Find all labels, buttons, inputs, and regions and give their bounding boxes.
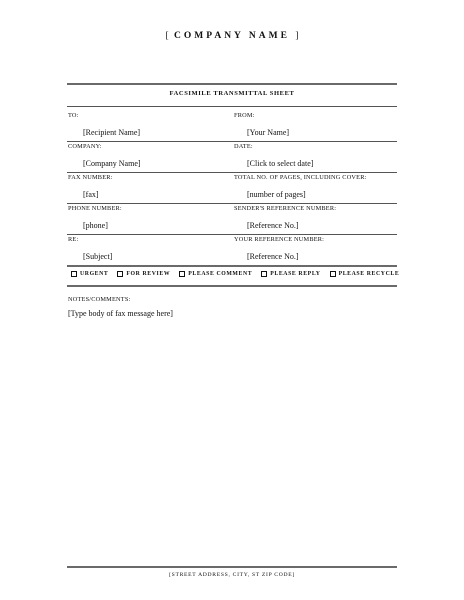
please-recycle-label: PLEASE RECYCLE (338, 271, 400, 277)
company-name-field[interactable]: [Company Name] (83, 159, 141, 168)
re-label: RE: (68, 236, 79, 243)
for-review-checkbox[interactable] (117, 271, 170, 277)
date-label: DATE: (234, 143, 253, 150)
sender-reference-field[interactable]: [Reference No.] (247, 221, 299, 230)
please-recycle-checkbox[interactable] (330, 271, 400, 277)
company-name-header (0, 31, 464, 41)
footer-rule (67, 566, 397, 568)
for-review-label: FOR REVIEW (126, 271, 171, 277)
company-name[interactable]: COMPANY NAME (174, 31, 290, 41)
bracket-close: ] (295, 31, 299, 41)
checkbox-bottom-rule (67, 285, 397, 287)
please-comment-checkbox[interactable] (179, 271, 252, 277)
subject-field[interactable]: [Subject] (83, 252, 113, 261)
row-divider-1 (67, 141, 397, 142)
street-address[interactable]: [STREET ADDRESS, CITY, ST ZIP CODE] (169, 572, 295, 578)
total-pages-field[interactable]: [number of pages] (247, 190, 306, 199)
from-label: FROM: (234, 112, 255, 119)
recipient-name-field[interactable]: [Recipient Name] (83, 128, 141, 137)
title-top-rule (67, 83, 397, 85)
row-divider-3 (67, 203, 397, 204)
your-reference-label: YOUR REFERENCE NUMBER: (234, 236, 325, 243)
phone-number-label: PHONE NUMBER: (68, 205, 122, 212)
total-pages-label: TOTAL NO. OF PAGES, INCLUDING COVER: (234, 174, 367, 181)
sheet-title: FACSIMILE TRANSMITTAL SHEET (169, 90, 295, 97)
checkbox-square-icon (117, 271, 123, 277)
date-field[interactable]: [Click to select date] (247, 159, 314, 168)
fax-number-field[interactable]: [fax] (83, 190, 99, 199)
please-reply-checkbox[interactable] (261, 271, 320, 277)
checkbox-top-rule (67, 265, 397, 267)
checkbox-row (71, 271, 400, 277)
row-divider-2 (67, 172, 397, 173)
checkbox-square-icon (179, 271, 185, 277)
checkbox-square-icon (330, 271, 336, 277)
phone-number-field[interactable]: [phone] (83, 221, 108, 230)
row-divider-4 (67, 234, 397, 235)
to-label: TO: (68, 112, 79, 119)
company-label: COMPANY: (68, 143, 102, 150)
fax-message-body[interactable]: [Type body of fax message here] (68, 309, 173, 318)
urgent-label: URGENT (80, 271, 109, 277)
urgent-checkbox[interactable] (71, 271, 108, 277)
title-bottom-rule (67, 106, 397, 107)
please-reply-label: PLEASE REPLY (270, 271, 321, 277)
please-comment-label: PLEASE COMMENT (188, 271, 253, 277)
fax-number-label: FAX NUMBER: (68, 174, 113, 181)
bracket-open: [ (165, 31, 169, 41)
checkbox-square-icon (71, 271, 77, 277)
checkbox-square-icon (261, 271, 267, 277)
sender-reference-label: SENDER'S REFERENCE NUMBER: (234, 205, 337, 212)
sender-name-field[interactable]: [Your Name] (247, 128, 290, 137)
your-reference-field[interactable]: [Reference No.] (247, 252, 299, 261)
notes-label: NOTES/COMMENTS: (68, 296, 131, 303)
